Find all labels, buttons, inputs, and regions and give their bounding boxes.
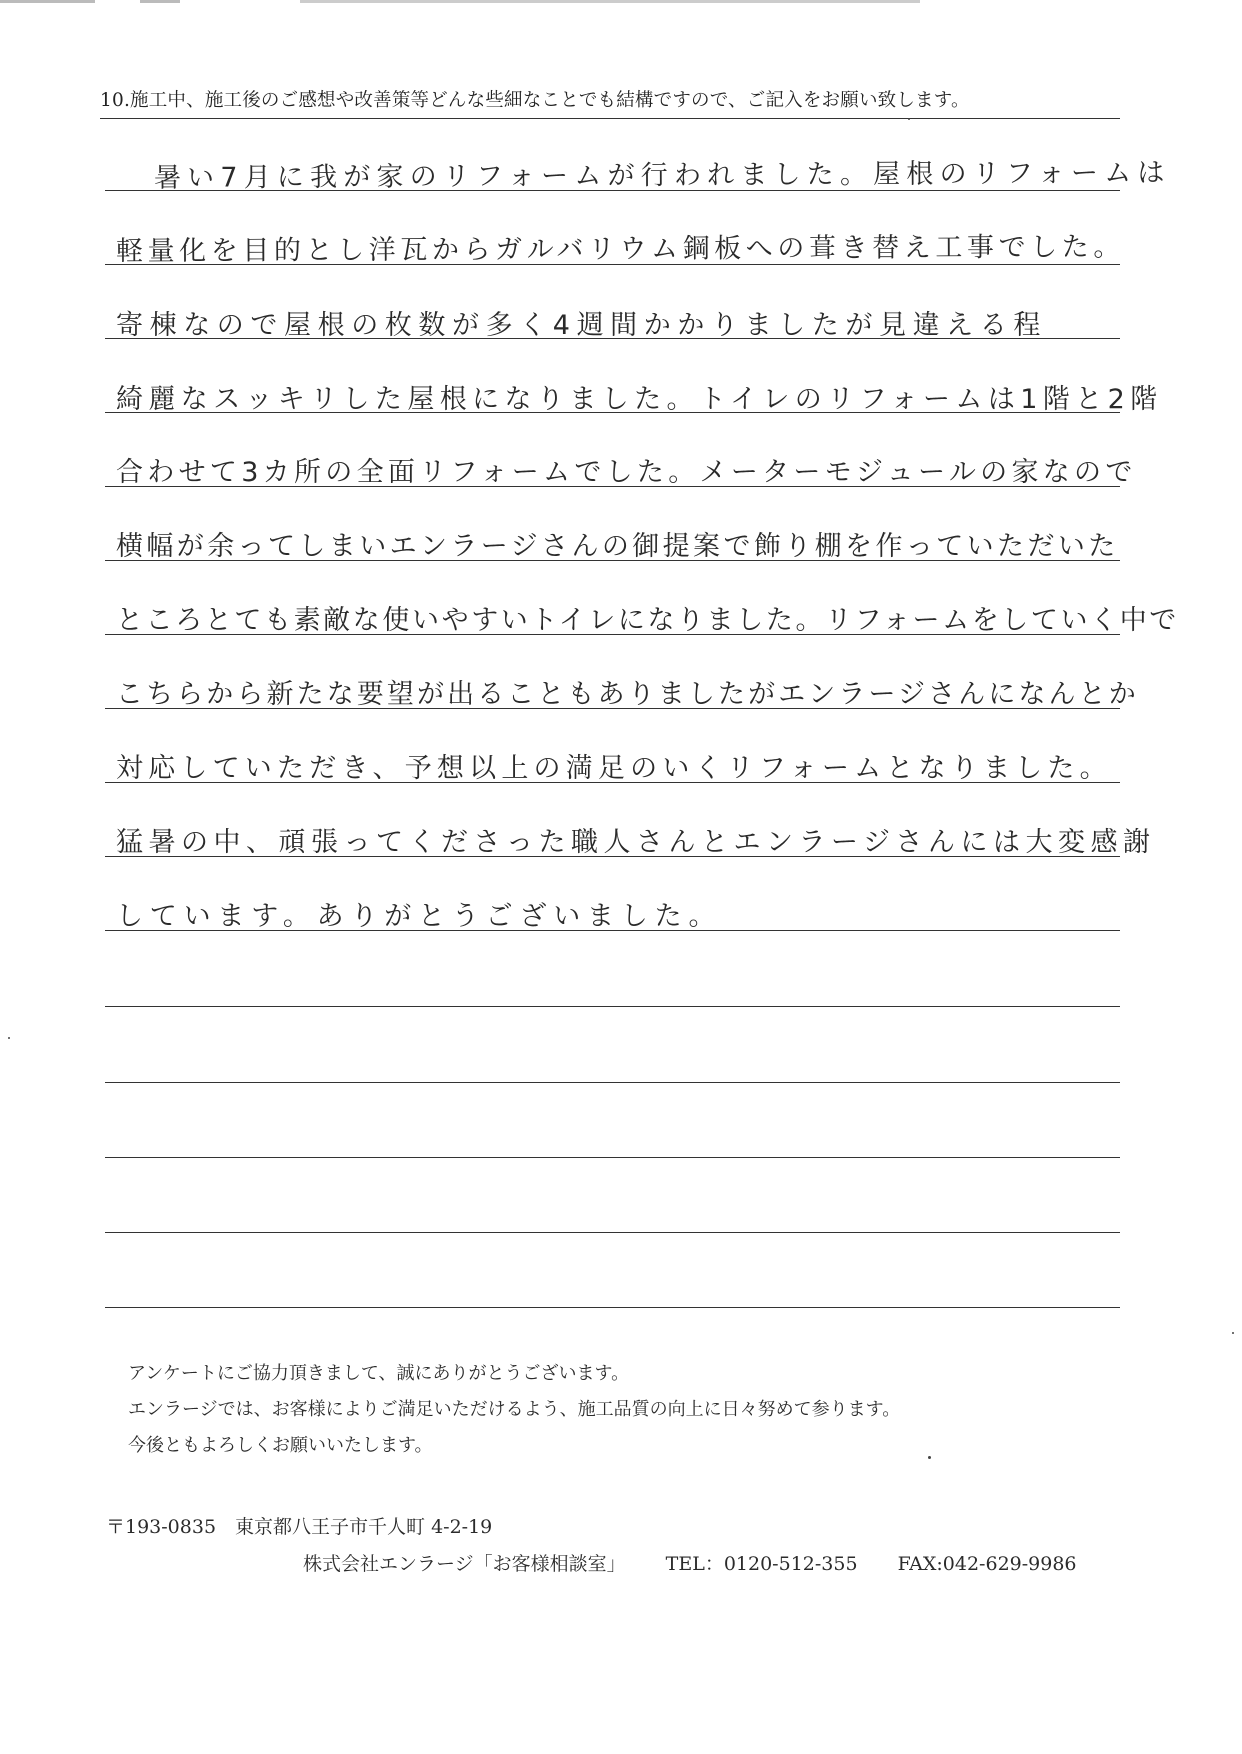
writing-rule-empty bbox=[105, 1157, 1120, 1158]
scan-speck bbox=[928, 1456, 931, 1459]
scan-edge-residue bbox=[0, 0, 1242, 10]
writing-rule bbox=[105, 856, 1120, 857]
answer-line-6: 横幅が余ってしまいエンラージさんの御提案で飾り棚を作っていただいた bbox=[116, 531, 1119, 562]
writing-rule bbox=[105, 782, 1120, 783]
company-contact bbox=[303, 1549, 1077, 1576]
answer-line-4: 綺麗なスッキリした屋根になりました。トイレのリフォームは1階と2階 bbox=[116, 384, 1163, 415]
writing-rule bbox=[105, 264, 1120, 265]
scan-speck bbox=[908, 118, 910, 120]
answer-line-9: 対応していただき、予想以上の満足のいくリフォームとなりました。 bbox=[116, 753, 1112, 784]
writing-rule bbox=[105, 634, 1120, 635]
scan-speck bbox=[8, 1037, 10, 1039]
closing-line-1: アンケートにご協力頂きまして、誠にありがとうございます。 bbox=[128, 1363, 630, 1384]
answer-line-10: 猛暑の中、頑張ってくださった職人さんとエンラージさんには大変感謝 bbox=[116, 827, 1156, 858]
answer-line-3: 寄棟なので屋根の枚数が多く4週間かかりましたが見違える程 bbox=[116, 310, 1047, 341]
writing-rule-empty bbox=[105, 1006, 1120, 1007]
fax-number: FAX:042-629-9986 bbox=[897, 1553, 1077, 1575]
writing-rule bbox=[105, 412, 1120, 413]
survey-question: 10.施工中、施工後のご感想や改善策等どんな些細なことでも結構ですので、ご記入をお願い致します。 bbox=[100, 86, 1120, 119]
writing-rule-empty bbox=[105, 1082, 1120, 1083]
answer-line-8: こちらから新たな要望が出ることもありましたがエンラージさんになんとか bbox=[116, 679, 1139, 710]
closing-line-3: 今後ともよろしくお願いいたします。 bbox=[128, 1435, 433, 1456]
writing-rule bbox=[105, 560, 1120, 561]
writing-rule bbox=[105, 486, 1120, 487]
writing-rule-empty bbox=[105, 1307, 1120, 1308]
answer-line-7: ところとても素敵な使いやすいトイレになりました。リフォームをしていく中で bbox=[116, 605, 1179, 636]
writing-rule bbox=[105, 338, 1120, 339]
phone-number: TEL：0120-512-355 bbox=[665, 1553, 858, 1575]
postal-address: 〒193-0835 東京都八王子市千人町 4-2-19 bbox=[106, 1516, 493, 1538]
company-name: 株式会社エンラージ「お客様相談室」 bbox=[303, 1553, 626, 1575]
scan-speck bbox=[1232, 1332, 1234, 1334]
answer-line-11: しています。ありがとうございました。 bbox=[116, 901, 723, 932]
answer-line-2: 軽量化を目的とし洋瓦からガルバリウム鋼板への葺き替え工事でした。 bbox=[115, 231, 1126, 267]
answer-line-1: 暑い7月に我が家のリフォームが行われました。屋根のリフォームは bbox=[153, 157, 1171, 194]
answer-line-5: 合わせて3カ所の全面リフォームでした。メーターモジュールの家なので bbox=[116, 457, 1137, 488]
writing-rule bbox=[105, 190, 1120, 191]
writing-rule bbox=[105, 708, 1120, 709]
closing-line-2: エンラージでは、お客様によりご満足いただけるよう、施工品質の向上に日々努めて参ります。 bbox=[128, 1399, 901, 1420]
closing-message bbox=[128, 1356, 1128, 1464]
writing-rule-empty bbox=[105, 1232, 1120, 1233]
writing-rule bbox=[105, 930, 1120, 931]
